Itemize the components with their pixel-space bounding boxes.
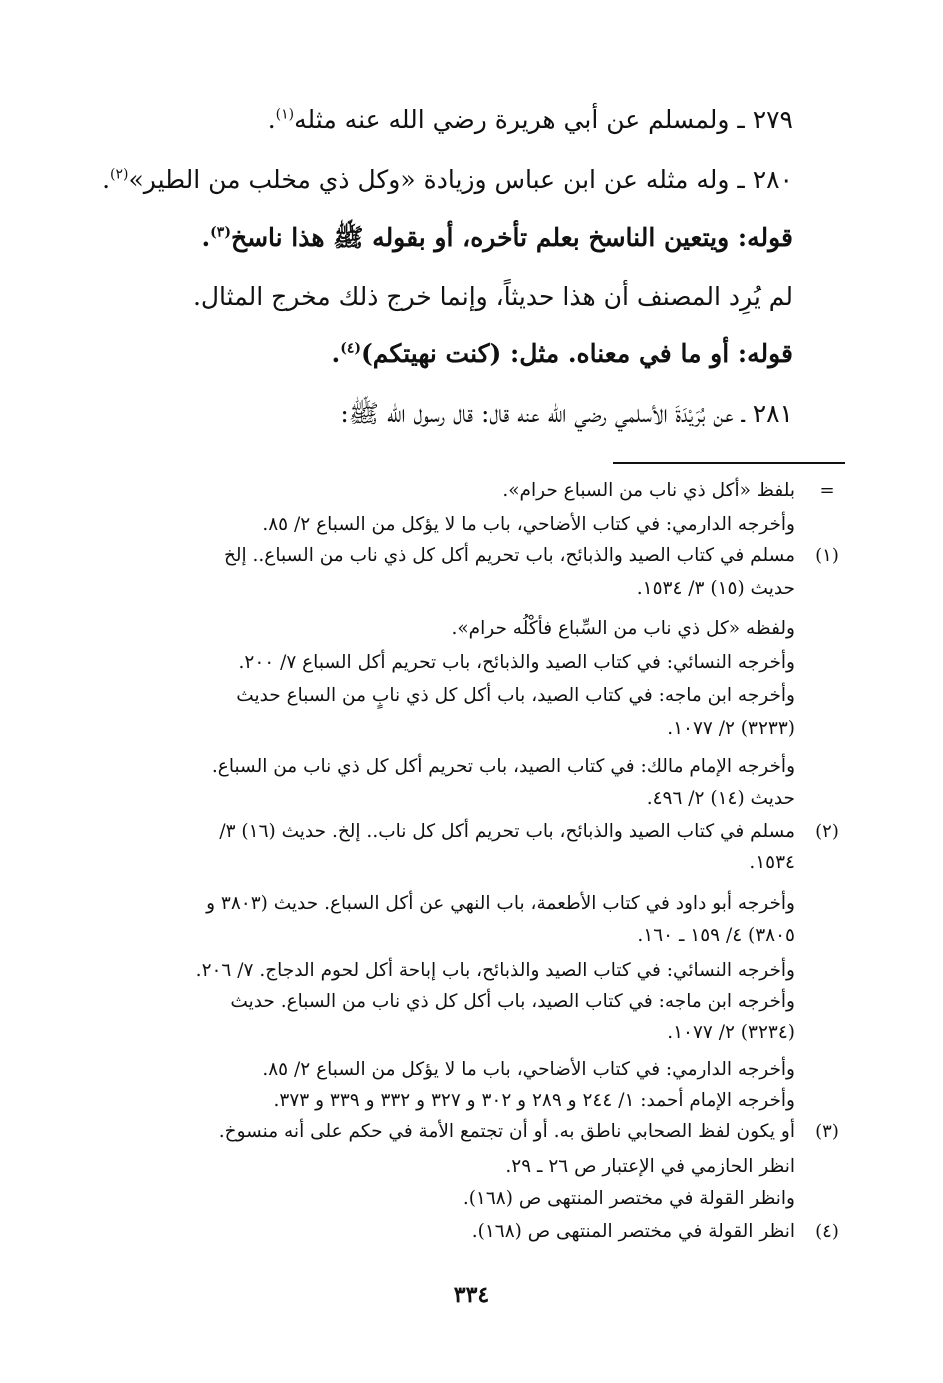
hadith-281: ٢٨١ ـ عن بُرَيْدَةَ الأسلمي رضي الله عنه قال: قال رسول الله ﷺ:	[340, 399, 793, 428]
footnote-line: وأخرجه الدارمي: في كتاب الأضاحي، باب ما لا يؤكل من السباع ٢/ ٨٥.	[262, 514, 795, 535]
footnote-line: حديث (١٥) ٣/ ١٥٣٤.	[636, 578, 795, 599]
quote-abrogation-text: قوله: ويتعين الناسخ بعلم تأخره، أو بقوله ﷺ هذا ناسخ	[230, 223, 793, 252]
footnote-line: ١٥٣٤.	[749, 852, 795, 873]
quote-meaning	[103, 334, 793, 374]
footnote-ref-1: (١)	[275, 106, 295, 123]
footnote-line: (٣٢٣٣) ٢/ ١٠٧٧.	[667, 718, 795, 739]
footnote-ref-2: (٢)	[110, 166, 129, 183]
footnote-line: وأخرجه أبو داود في كتاب الأطعمة، باب النهي عن أكل السباع. حديث (٣٨٠٣ و	[206, 893, 795, 914]
quote-abrogation	[103, 218, 793, 258]
footnote-line: ولفظه «كل ذي ناب من السِّباع فأكْلُه حرام».	[451, 618, 795, 639]
quote-meaning-text: قوله: أو ما في معناه. مثل: (كنت نهيتكم)	[360, 339, 793, 368]
footnote-separator	[613, 462, 845, 464]
footnote-line: (٣٢٣٤) ٢/ ١٠٧٧.	[667, 1022, 795, 1043]
period: .	[102, 165, 111, 194]
footnote-line: بلفظ «أكل ذي ناب من السباع حرام».	[502, 480, 795, 501]
period: .	[267, 105, 276, 134]
footnote-line: مسلم في كتاب الصيد والذبائح، باب تحريم أكل كل ذي ناب من السباع.. إلخ	[223, 545, 795, 566]
footnote-line: وأخرجه الإمام أحمد: ١/ ٢٤٤ و ٢٨٩ و ٣٠٢ و ٣٢٧ و ٣٣٢ و ٣٣٩ و ٣٧٣.	[273, 1090, 795, 1111]
footnote-line: وأخرجه النسائي: في كتاب الصيد والذبائح، باب إباحة أكل لحوم الدجاج. ٧/ ٢٠٦.	[195, 960, 795, 981]
period: .	[331, 339, 341, 368]
footnote-line: حديث (١٤) ٢/ ٤٩٦.	[646, 788, 795, 809]
footnote-line: مسلم في كتاب الصيد والذبائح، باب تحريم أكل كل ناب.. إلخ. حديث (١٦) ٣/	[219, 821, 795, 842]
hadith-279	[103, 100, 793, 140]
hadith-280-text: ٢٨٠ ـ وله مثله عن ابن عباس وزيادة «وكل ذي مخلب من الطير»	[128, 165, 793, 194]
continuation-marker: =	[819, 480, 835, 501]
footnote-line: وانظر القولة في مختصر المنتهى ص (١٦٨).	[462, 1188, 795, 1209]
footnote-ref-4: (٤)	[340, 340, 361, 357]
hadith-280	[103, 160, 793, 200]
footnote-line: ٣٨٠٥) ٤/ ١٥٩ ـ ١٦٠.	[637, 925, 795, 946]
hadith-279-text: ٢٧٩ ـ ولمسلم عن أبي هريرة رضي الله عنه مثله	[294, 105, 793, 134]
footnote-line: أو يكون لفظ الصحابي ناطق به. أو أن تجتمع الأمة في حكم على أنه منسوخ.	[218, 1121, 795, 1142]
footnote-line: انظر القولة في مختصر المنتهى ص (١٦٨).	[471, 1221, 795, 1242]
period: .	[201, 223, 211, 252]
footnote-4-marker: (٤)	[815, 1221, 839, 1242]
footnote-line: وأخرجه ابن ماجه: في كتاب الصيد، باب أكل كل ذي نابٍ من السباع حديث	[236, 685, 795, 706]
footnote-line: وأخرجه ابن ماجه: في كتاب الصيد، باب أكل كل ذي ناب من السباع. حديث	[230, 991, 795, 1012]
footnote-ref-3: (٣)	[210, 224, 231, 241]
footnote-line: وأخرجه الإمام مالك: في كتاب الصيد، باب تحريم أكل كل ذي ناب من السباع.	[211, 756, 795, 777]
author-comment: لم يُرِد المصنف أن هذا حديثاً، وإنما خرج ذلك مخرج المثال.	[192, 282, 793, 311]
footnote-line: وأخرجه الدارمي: في كتاب الأضاحي، باب ما لا يؤكل من السباع ٢/ ٨٥.	[262, 1059, 795, 1080]
footnote-line: انظر الحازمي في الإعتبار ص ٢٦ ـ ٢٩.	[505, 1156, 795, 1177]
footnote-1-marker: (١)	[815, 545, 839, 566]
footnote-2-marker: (٢)	[815, 821, 839, 842]
footnote-line: وأخرجه النسائي: في كتاب الصيد والذبائح، باب تحريم أكل السباع ٧/ ٢٠٠.	[238, 652, 795, 673]
page-number: ٣٣٤	[453, 1282, 490, 1308]
footnote-3-marker: (٣)	[815, 1121, 839, 1142]
